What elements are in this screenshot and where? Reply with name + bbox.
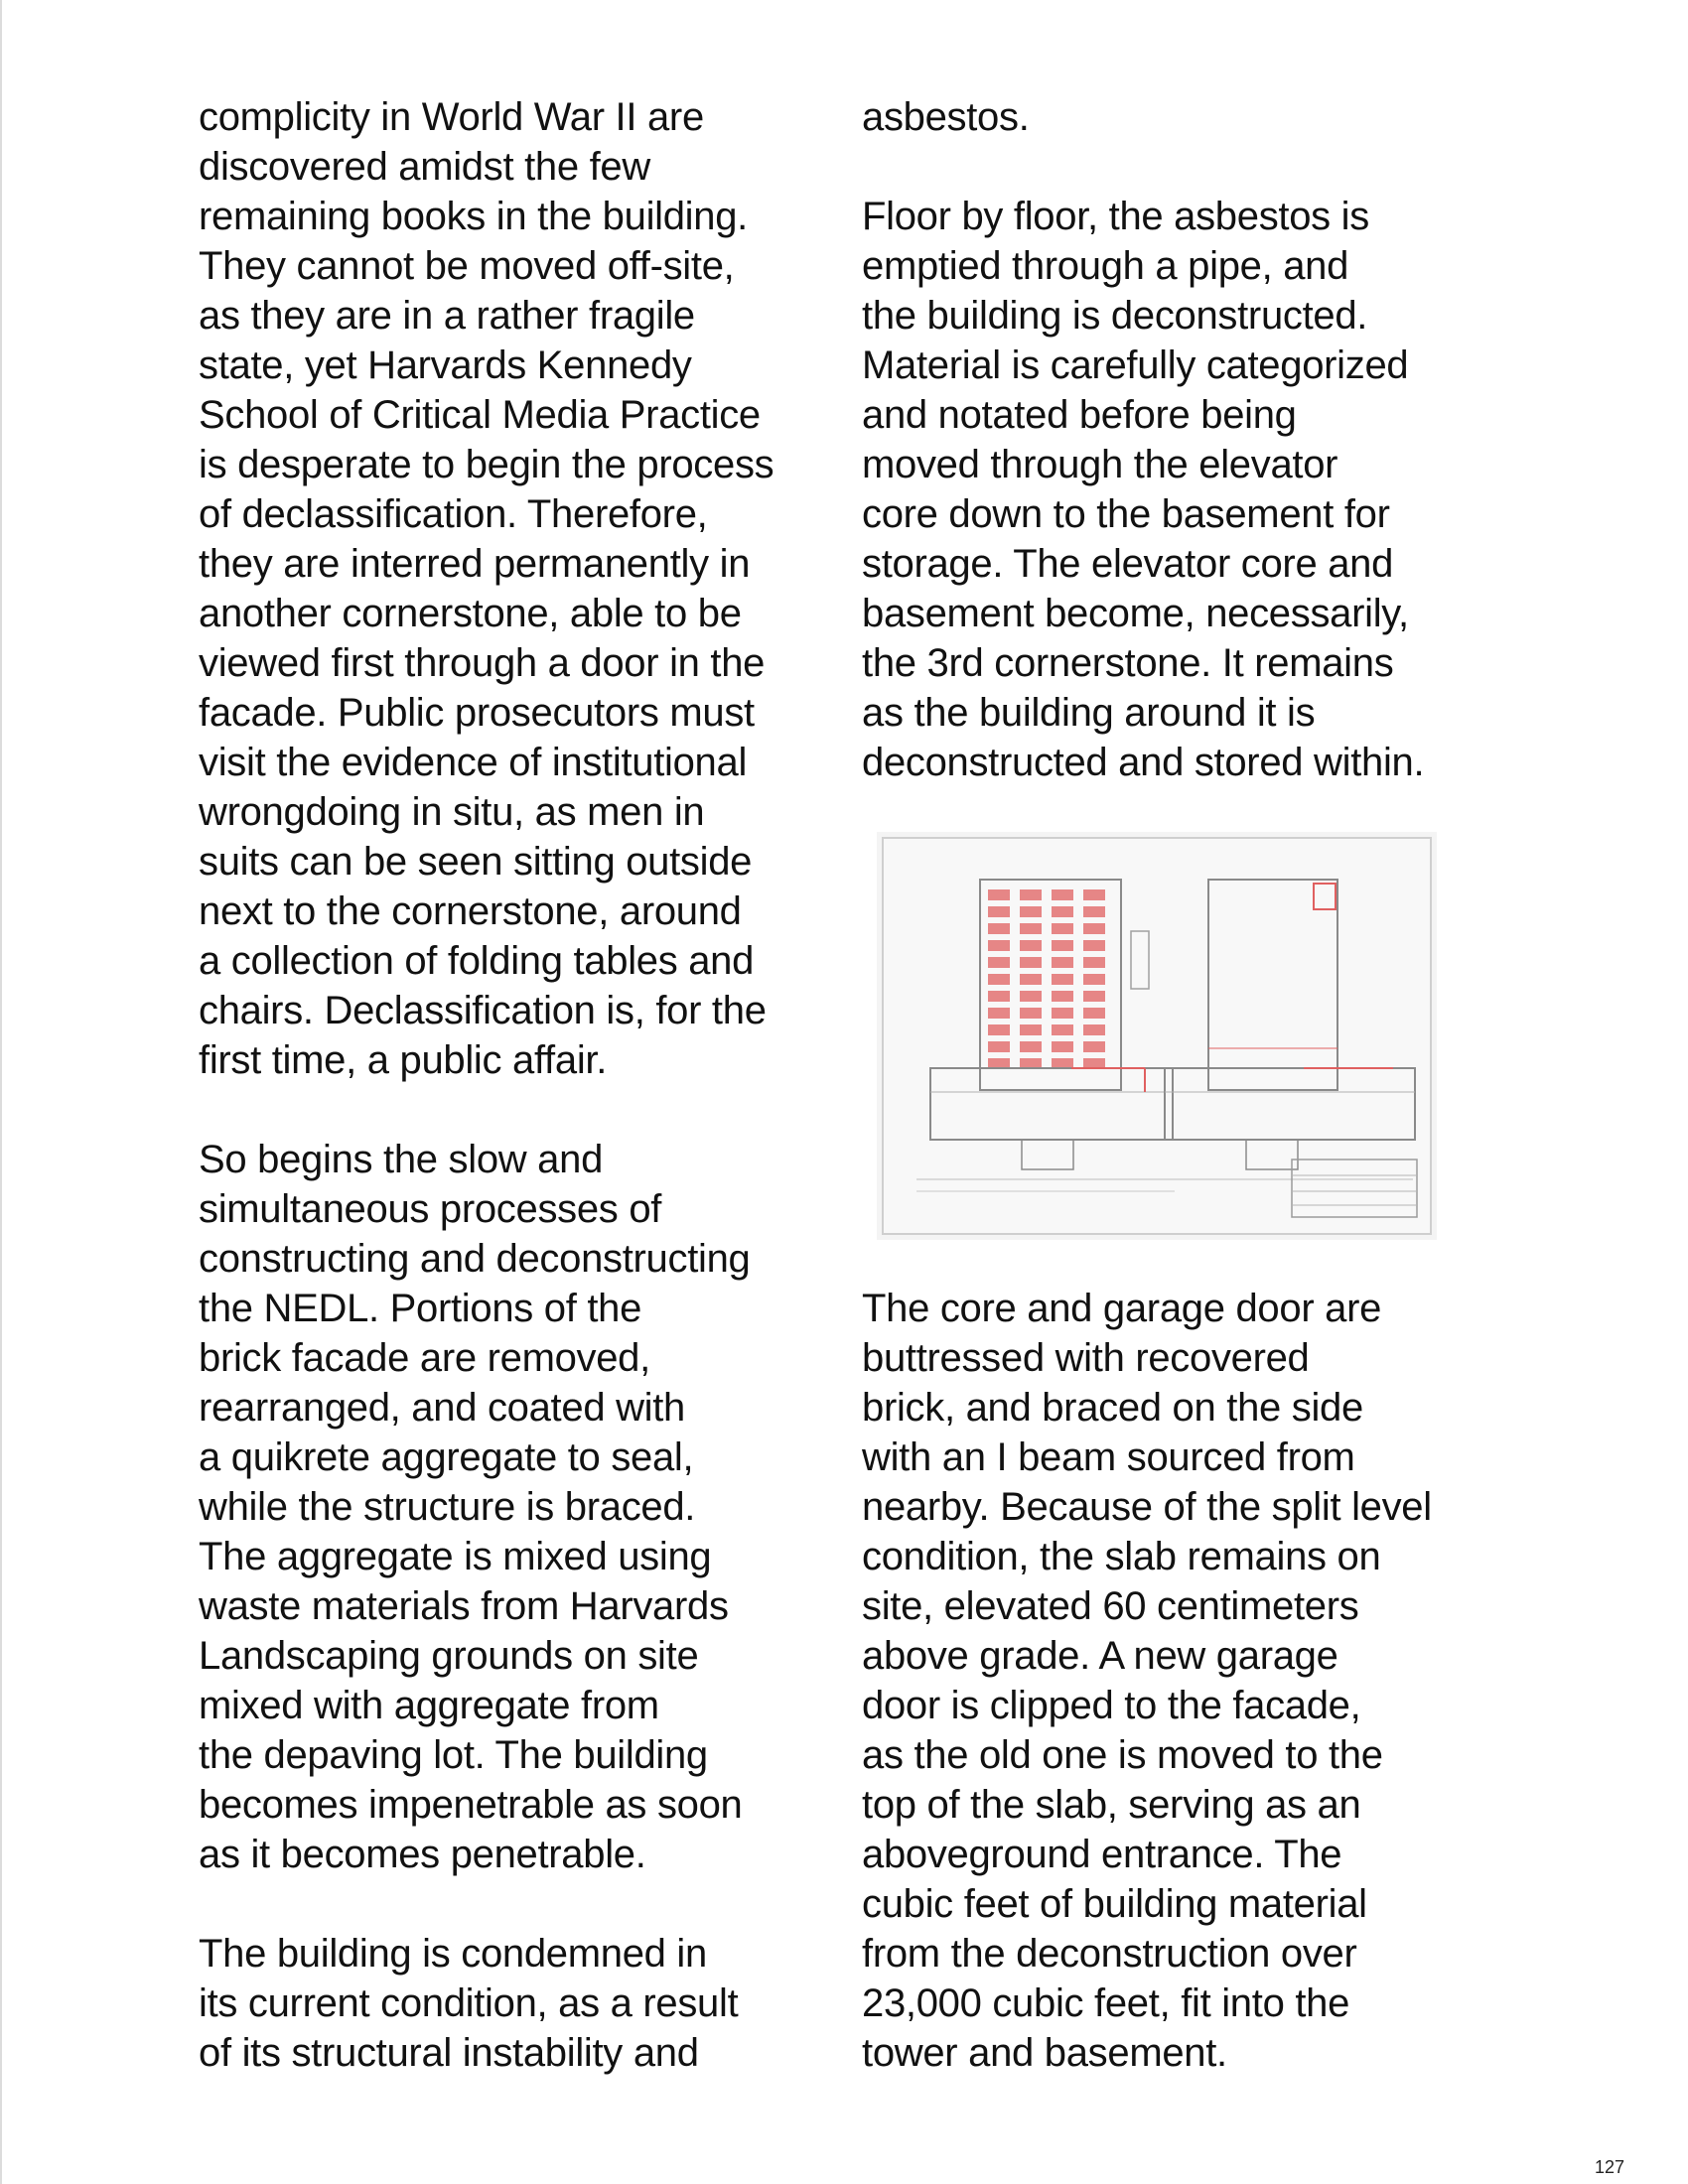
seat-mark — [1083, 923, 1105, 934]
seat-mark — [1052, 940, 1073, 951]
seat-mark — [1020, 1008, 1042, 1019]
seat-mark — [988, 940, 1010, 951]
seat-mark — [1083, 974, 1105, 985]
seat-mark — [1083, 1008, 1105, 1019]
page-number: 127 — [1594, 2157, 1624, 2177]
seat-mark — [1020, 1024, 1042, 1035]
seat-mark — [1083, 991, 1105, 1002]
seat-mark — [1083, 889, 1105, 900]
seat-mark — [1083, 1024, 1105, 1035]
body-paragraph-condemned: The building is condemned in its current condition, as a result of its structural instability and — [199, 1932, 739, 2075]
seat-mark — [1020, 906, 1042, 917]
body-paragraph-core-buttress: The core and garage door are buttressed with recovered brick, and braced on the side with an I beam sourced from nearby. Because of the split level condition, the slab remains on site, elevated 60 centimeters above grade. A new garage door is clipped to the facade, as the old one is moved to the top of the slab, serving as an aboveground entrance. The cubic feet of building material from the deconstruction over 23,000 cubic feet, fit into the tower and basement. — [862, 1287, 1432, 2075]
floor-plan-icon — [877, 832, 1437, 1240]
seat-mark — [988, 889, 1010, 900]
floor-plan-drawing — [877, 832, 1437, 1240]
page-edge-divider — [0, 0, 2, 2184]
seat-mark — [988, 957, 1010, 968]
seat-mark — [988, 974, 1010, 985]
seat-mark — [1020, 1041, 1042, 1052]
seat-mark — [1052, 1024, 1073, 1035]
seat-mark — [988, 1024, 1010, 1035]
seat-mark — [988, 923, 1010, 934]
seat-mark — [1083, 957, 1105, 968]
seat-mark — [1052, 991, 1073, 1002]
seat-mark — [1083, 940, 1105, 951]
body-paragraph-declassification: complicity in World War II are discovered amidst the few remaining books in the building. They cannot be moved off-site, as they are in a rather fragile state, yet Harvards Kennedy School of Critical Media Practice is desperate to begin the process of declassification. Therefore, they are interred permanently in another cornerstone, able to be viewed first through a door in the facade. Public prosecutors must visit the evidence of institutional wrongdoing in situ, as men in suits can be seen sitting outside next to the cornerstone, around a collection of folding tables and chairs. Declassification is, for the first time, a public affair. — [199, 95, 774, 1082]
seat-mark — [1020, 940, 1042, 951]
seat-mark — [1052, 957, 1073, 968]
seat-mark — [988, 1008, 1010, 1019]
body-paragraph-deconstruction: Floor by floor, the asbestos is emptied through a pipe, and the building is deconstructed. Material is carefully categorized and notated before being moved through the elevator core down to the basement for storage. The elevator core and basement become, necessarily, the 3rd cornerstone. It remains as the building around it is deconstructed and stored within. — [862, 195, 1425, 784]
seat-mark — [1020, 974, 1042, 985]
seat-mark — [1052, 889, 1073, 900]
seat-mark — [1020, 923, 1042, 934]
seat-mark — [988, 991, 1010, 1002]
seat-mark — [1052, 923, 1073, 934]
seat-mark — [1052, 974, 1073, 985]
seat-mark — [1083, 1041, 1105, 1052]
body-paragraph-construction: So begins the slow and simultaneous processes of constructing and deconstructing the NEDL. Portions of the brick facade are removed, rearranged, and coated with a quikrete aggregate to seal, while the structure is braced. The aggregate is mixed using waste materials from Harvards Landscaping grounds on site mixed with aggregate from the depaving lot. The building becomes impenetrable as soon as it becomes penetrable. — [199, 1138, 751, 1876]
seat-mark — [1052, 906, 1073, 917]
seat-mark — [988, 906, 1010, 917]
seat-mark — [1083, 906, 1105, 917]
seat-mark — [1020, 957, 1042, 968]
seat-mark — [1020, 889, 1042, 900]
seat-mark — [988, 1041, 1010, 1052]
seat-mark — [1052, 1008, 1073, 1019]
seat-mark — [1052, 1041, 1073, 1052]
body-paragraph-asbestos-continued: asbestos. — [862, 95, 1030, 139]
seat-mark — [1020, 991, 1042, 1002]
